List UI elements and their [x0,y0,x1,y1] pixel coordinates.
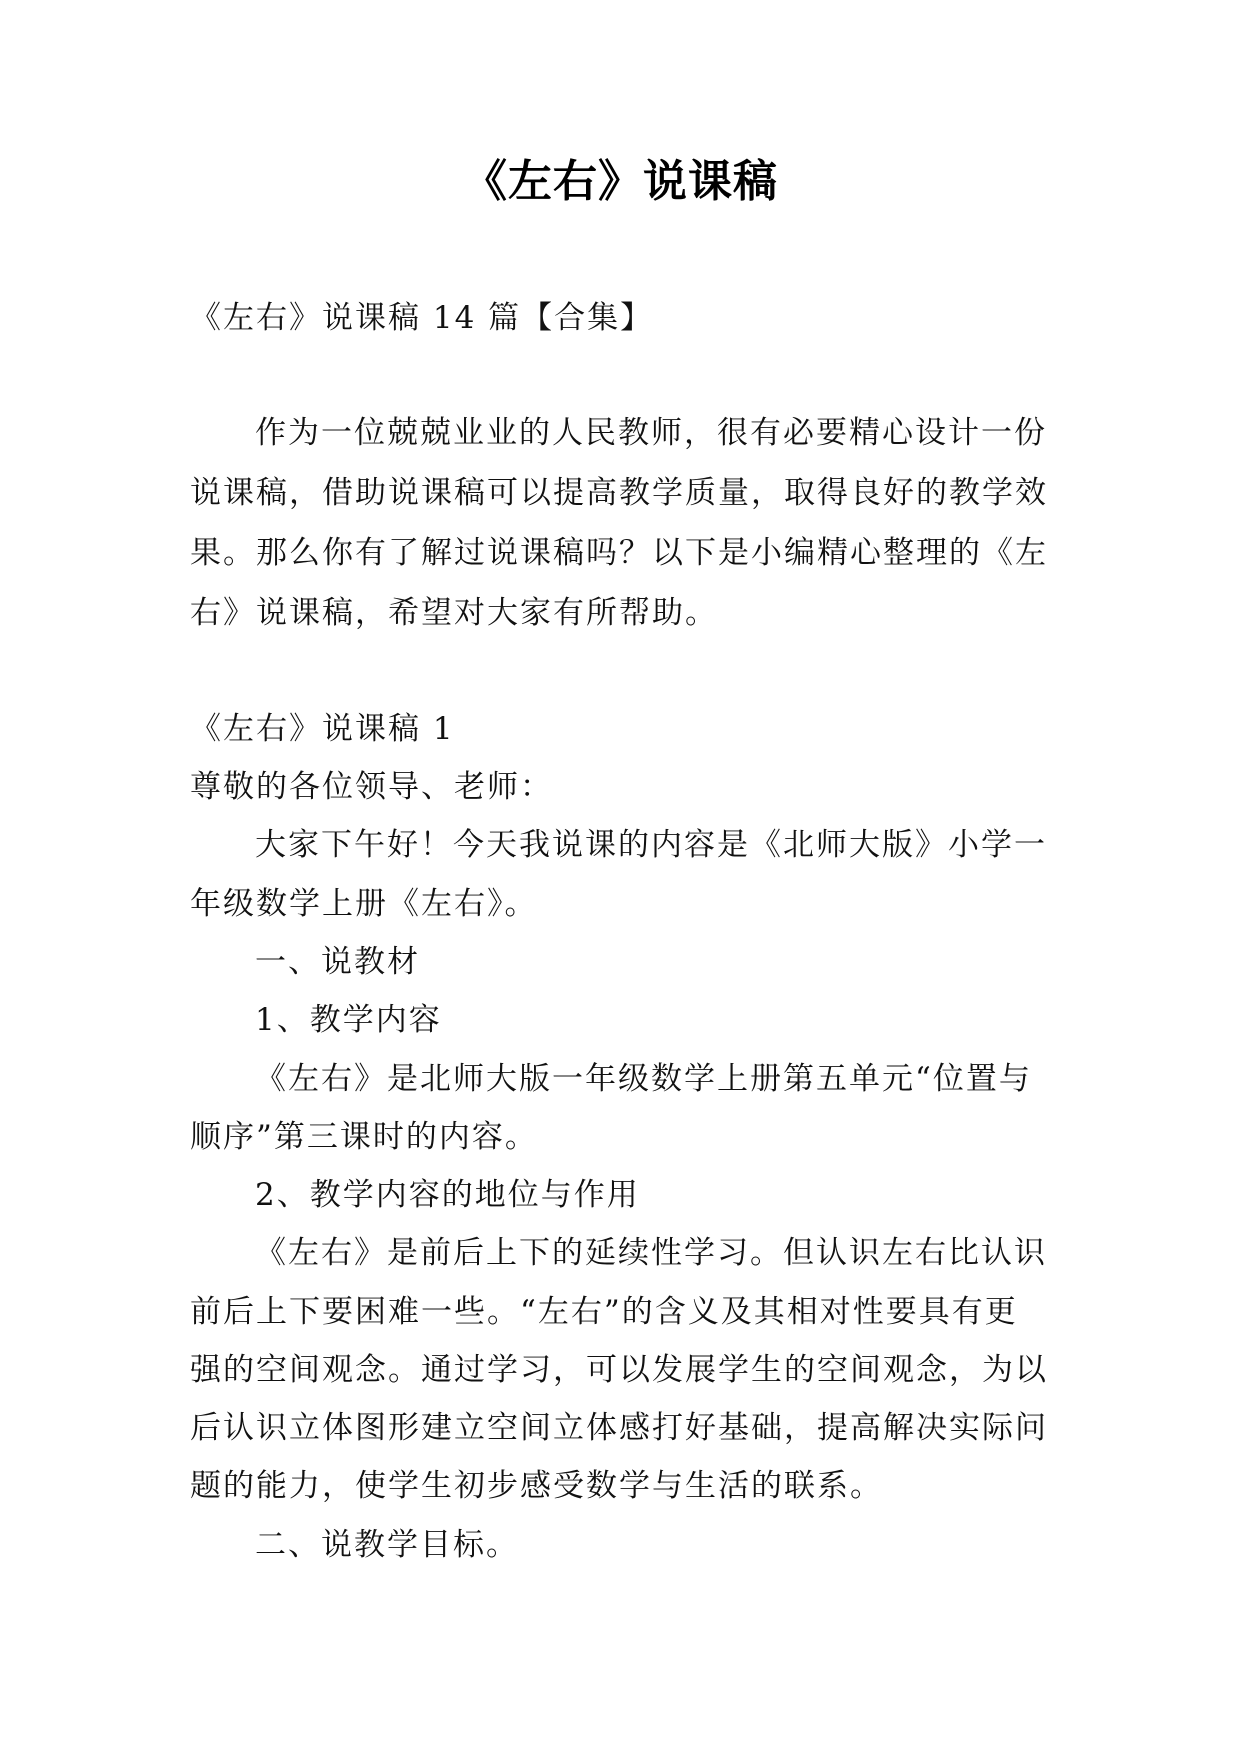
body-heading: 一、说教材 [255,944,420,980]
intro-line: 作为一位兢兢业业的人民教师，很有必要精心设计一份 [255,415,1047,451]
body-line: 题的能力，使学生初步感受数学与生活的联系。 [190,1468,883,1504]
document-title: 《左右》说课稿 [463,156,778,207]
body-line: 前后上下要困难一些。“左右”的含义及其相对性要具有更 [190,1294,1018,1330]
body-heading: 2、教学内容的地位与作用 [255,1177,640,1213]
body-line: 《左右》是前后上下的延续性学习。但认识左右比认识 [255,1235,1047,1271]
intro-line: 果。那么你有了解过说课稿吗？以下是小编精心整理的《左 [190,535,1048,571]
greeting: 尊敬的各位领导、老师： [190,769,553,805]
body-line: 年级数学上册《左右》。 [190,886,538,922]
body-line: 后认识立体图形建立空间立体感打好基础，提高解决实际问 [190,1410,1048,1446]
document-subtitle: 《左右》说课稿 14 篇【合集】 [190,300,654,336]
body-line: 大家下午好！今天我说课的内容是《北师大版》小学一 [255,827,1047,863]
intro-line: 说课稿，借助说课稿可以提高教学质量，取得良好的教学效 [190,475,1048,511]
section-heading: 《左右》说课稿 1 [190,711,455,747]
body-heading: 二、说教学目标。 [255,1527,519,1563]
body-line: 强的空间观念。通过学习，可以发展学生的空间观念，为以 [190,1352,1048,1388]
intro-line: 右》说课稿，希望对大家有所帮助。 [190,595,718,631]
body-heading: 1、教学内容 [255,1002,442,1038]
body-line: 《左右》是北师大版一年级数学上册第五单元“位置与 [255,1061,1032,1097]
body-line: 顺序”第三课时的内容。 [190,1119,538,1155]
